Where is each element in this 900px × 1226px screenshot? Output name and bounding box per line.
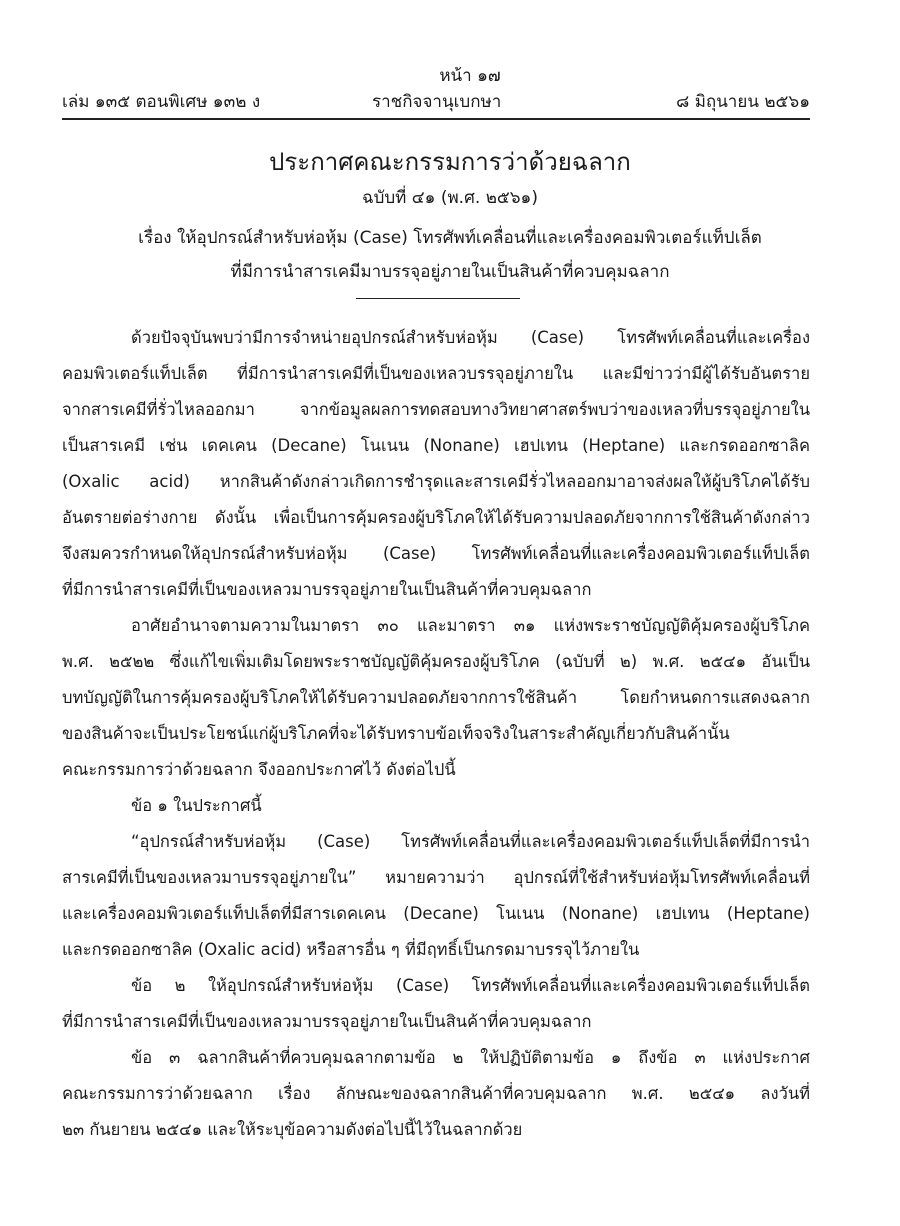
document-subject-line-2: ที่มีการนำสารเคมีมาบรรจุอยู่ภายในเป็นสินค้าที่ควบคุมฉลาก <box>230 262 670 282</box>
body-line: “อุปกรณ์สำหรับห่อหุ้ม (Case) โทรศัพท์เคลื่อนที่และเครื่องคอมพิวเตอร์แท็ปเล็ตที่มีการนำ <box>131 832 810 851</box>
header-rule <box>62 118 810 120</box>
body-line: จึงสมควรกำหนดให้อุปกรณ์สำหรับห่อหุ้ม (Case) โทรศัพท์เคลื่อนที่และเครื่องคอมพิวเตอร์แท็ปเล็ต <box>62 544 810 563</box>
body-line: และกรดออกซาลิค (Oxalic acid) หรือสารอื่น ๆ ที่มีฤทธิ์เป็นกรดมาบรรจุไว้ภายใน <box>62 940 640 959</box>
body-line: อาศัยอำนาจตามความในมาตรา ๓๐ และมาตรา ๓๑ แห่งพระราชบัญญัติคุ้มครองผู้บริโภค <box>131 616 810 635</box>
volume-section: เล่ม ๑๓๕ ตอนพิเศษ ๑๓๒ ง <box>62 92 261 112</box>
clause-2: ข้อ ๒ ให้อุปกรณ์สำหรับห่อหุ้ม (Case) โทรศัพท์เคลื่อนที่และเครื่องคอมพิวเตอร์แท็ปเล็ต <box>131 976 810 995</box>
body-line: คณะกรรมการว่าด้วยฉลาก จึงออกประกาศไว้ ดังต่อไปนี้ <box>62 760 456 779</box>
clause-3: ข้อ ๓ ฉลากสินค้าที่ควบคุมฉลากตามข้อ ๒ ให้ปฏิบัติตามข้อ ๑ ถึงข้อ ๓ แห่งประกาศ <box>131 1048 810 1067</box>
body-line: คอมพิวเตอร์แท็ปเล็ต ที่มีการนำสารเคมีที่เป็นของเหลวบรรจุอยู่ภายใน และมีข่าวว่ามีผู้ได้รับอันตราย <box>62 364 810 383</box>
gazette-header <box>62 88 810 116</box>
publication-date: ๘ มิถุนายน ๒๕๖๑ <box>676 92 810 112</box>
body-line: พ.ศ. ๒๕๒๒ ซึ่งแก้ไขเพิ่มเติมโดยพระราชบัญญัติคุ้มครองผู้บริโภค (ฉบับที่ ๒) พ.ศ. ๒๕๔๑ อันเป็น <box>62 652 810 671</box>
clause-1-heading: ข้อ ๑ ในประกาศนี้ <box>131 796 262 815</box>
body-line: ของสินค้าจะเป็นประโยชน์แก่ผู้บริโภคที่จะได้รับทราบข้อเท็จจริงในสาระสำคัญเกี่ยวกับสินค้านั้น <box>62 724 730 743</box>
body-line: เป็นสารเคมี เช่น เดคเคน (Decane) โนเนน (Nonane) เฮปเทน (Heptane) และกรดออกซาลิค <box>62 436 810 455</box>
body-line: ที่มีการนำสารเคมีที่เป็นของเหลวมาบรรจุอยู่ภายในเป็นสินค้าที่ควบคุมฉลาก <box>62 1012 592 1031</box>
body-line: บทบัญญัติในการคุ้มครองผู้บริโภคให้ได้รับความปลอดภัยจากการใช้สินค้า โดยกำหนดการแสดงฉลาก <box>62 688 810 707</box>
body-line: และเครื่องคอมพิวเตอร์แท็ปเล็ตที่มีสารเดคเคน (Decane) โนเนน (Nonane) เฮปเทน (Heptane) <box>62 904 810 923</box>
body-line: (Oxalic acid) หากสินค้าดังกล่าวเกิดการชำรุดและสารเคมีรั่วไหลออกมาอาจส่งผลให้ผู้บริโภคได้รับ <box>62 472 810 491</box>
document-title: ประกาศคณะกรรมการว่าด้วยฉลาก <box>269 148 631 176</box>
body-line: ที่มีการนำสารเคมีที่เป็นของเหลวมาบรรจุอยู่ภายในเป็นสินค้าที่ควบคุมฉลาก <box>62 580 592 599</box>
body-line: ด้วยปัจจุบันพบว่ามีการจำหน่ายอุปกรณ์สำหรับห่อหุ้ม (Case) โทรศัพท์เคลื่อนที่และเครื่อง <box>131 328 810 347</box>
body-line: อันตรายต่อร่างกาย ดังนั้น เพื่อเป็นการคุ้มครองผู้บริโภคให้ได้รับความปลอดภัยจากการใช้สินค้าดังกล่าว <box>62 508 810 527</box>
body-line: คณะกรรมการว่าด้วยฉลาก เรื่อง ลักษณะของฉลากสินค้าที่ควบคุมฉลาก พ.ศ. ๒๕๔๑ ลงวันที่ <box>62 1084 810 1103</box>
document-subject-line-1: เรื่อง ให้อุปกรณ์สำหรับห่อหุ้ม (Case) โทรศัพท์เคลื่อนที่และเครื่องคอมพิวเตอร์แท็ปเล็ต <box>138 228 762 248</box>
body-line: ๒๓ กันยายน ๒๕๔๑ และให้ระบุข้อความดังต่อไปนี้ไว้ในฉลากด้วย <box>62 1120 523 1139</box>
document-edition: ฉบับที่ ๔๑ (พ.ศ. ๒๕๖๑) <box>362 188 538 208</box>
body-line: จากสารเคมีที่รั่วไหลออกมา จากข้อมูลผลการทดสอบทางวิทยาศาสตร์พบว่าของเหลวที่บรรจุอยู่ภายใน <box>62 400 810 419</box>
body-line: สารเคมีที่เป็นของเหลวมาบรรจุอยู่ภายใน” หมายความว่า อุปกรณ์ที่ใช้สำหรับห่อหุ้มโทรศัพท์เคลื่อนที่ <box>62 868 810 887</box>
title-divider <box>356 298 520 299</box>
gazette-name: ราชกิจจานุเบกษา <box>372 92 502 112</box>
page-number: หน้า ๑๗ <box>439 66 501 86</box>
